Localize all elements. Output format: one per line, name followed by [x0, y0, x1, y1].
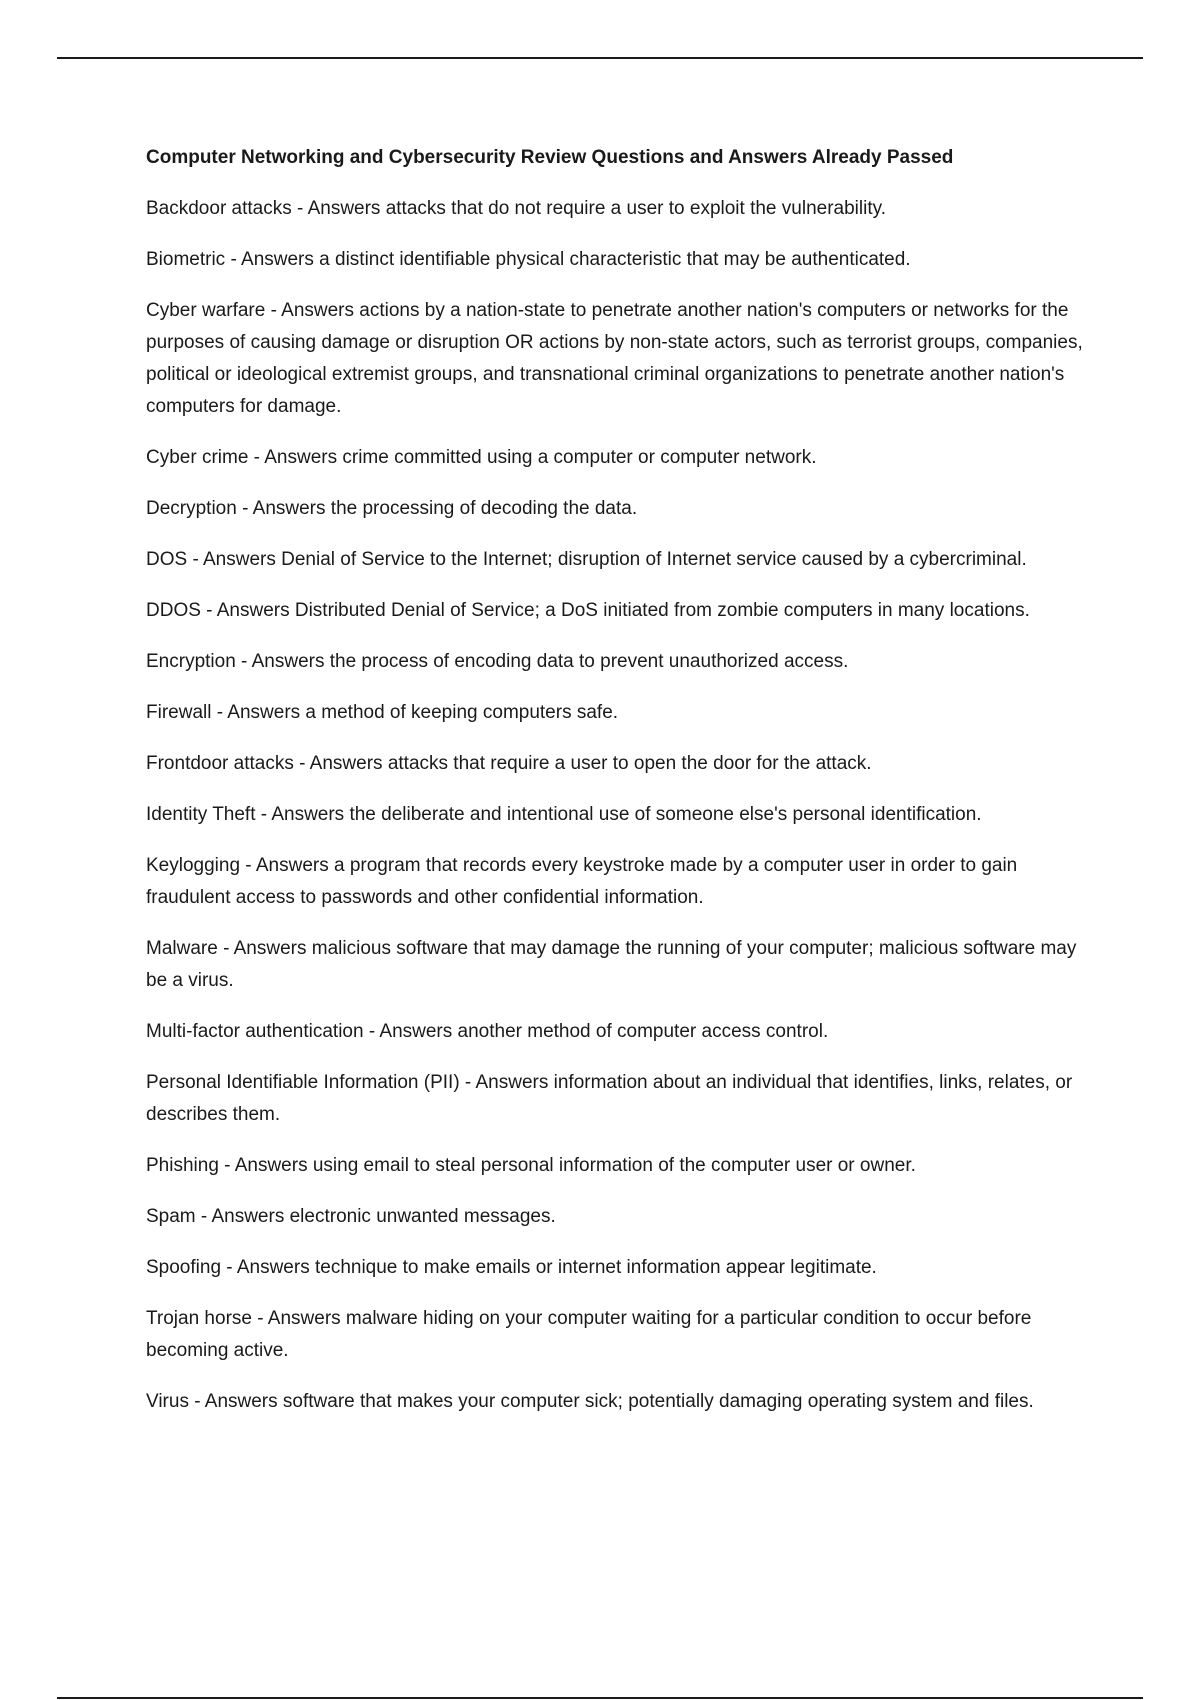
document-body — [146, 142, 1091, 1437]
entry-identity-theft: Identity Theft - Answers the deliberate and intentional use of someone else's personal identification. — [146, 804, 982, 825]
entry-trojan-horse: Trojan horse - Answers malware hiding on your computer waiting for a particular condition to occur before becoming active. — [146, 1308, 1032, 1361]
header-rule — [57, 57, 1143, 59]
entry-decryption: Decryption - Answers the processing of decoding the data. — [146, 498, 638, 519]
entry-cyber-warfare: Cyber warfare - Answers actions by a nation-state to penetrate another nation's computers or networks for the purposes of causing damage or disruption OR actions by non-state actors, such as terrorist groups, companies, political or ideological extremist groups, and transnational criminal organizations to penetrate another nation's computers for damage. — [146, 300, 1083, 417]
entry-multi-factor-authentication: Multi-factor authentication - Answers another method of computer access control. — [146, 1021, 829, 1042]
footer-rule — [57, 1697, 1143, 1699]
entry-cyber-crime: Cyber crime - Answers crime committed using a computer or computer network. — [146, 447, 817, 468]
entry-virus: Virus - Answers software that makes your computer sick; potentially damaging operating system and files. — [146, 1391, 1034, 1412]
document-title: Computer Networking and Cybersecurity Review Questions and Answers Already Passed — [146, 147, 954, 168]
entry-ddos: DDOS - Answers Distributed Denial of Service; a DoS initiated from zombie computers in many locations. — [146, 600, 1030, 621]
entry-dos: DOS - Answers Denial of Service to the Internet; disruption of Internet service caused by a cybercriminal. — [146, 549, 1027, 570]
entry-pii: Personal Identifiable Information (PII) - Answers information about an individual that identifies, links, relates, or describes them. — [146, 1072, 1073, 1125]
entry-list — [146, 193, 1091, 1418]
entry-malware: Malware - Answers malicious software that may damage the running of your computer; malicious software may be a virus. — [146, 938, 1077, 991]
entry-keylogging: Keylogging - Answers a program that records every keystroke made by a computer user in order to gain fraudulent access to passwords and other confidential information. — [146, 855, 1018, 908]
entry-phishing: Phishing - Answers using email to steal personal information of the computer user or owner. — [146, 1155, 916, 1176]
entry-backdoor-attacks: Backdoor attacks - Answers attacks that do not require a user to exploit the vulnerability. — [146, 198, 886, 219]
entry-spoofing: Spoofing - Answers technique to make emails or internet information appear legitimate. — [146, 1257, 877, 1278]
entry-biometric: Biometric - Answers a distinct identifiable physical characteristic that may be authenticated. — [146, 249, 911, 270]
entry-frontdoor-attacks: Frontdoor attacks - Answers attacks that require a user to open the door for the attack. — [146, 753, 872, 774]
entry-encryption: Encryption - Answers the process of encoding data to prevent unauthorized access. — [146, 651, 849, 672]
entry-spam: Spam - Answers electronic unwanted messages. — [146, 1206, 556, 1227]
entry-firewall: Firewall - Answers a method of keeping computers safe. — [146, 702, 619, 723]
